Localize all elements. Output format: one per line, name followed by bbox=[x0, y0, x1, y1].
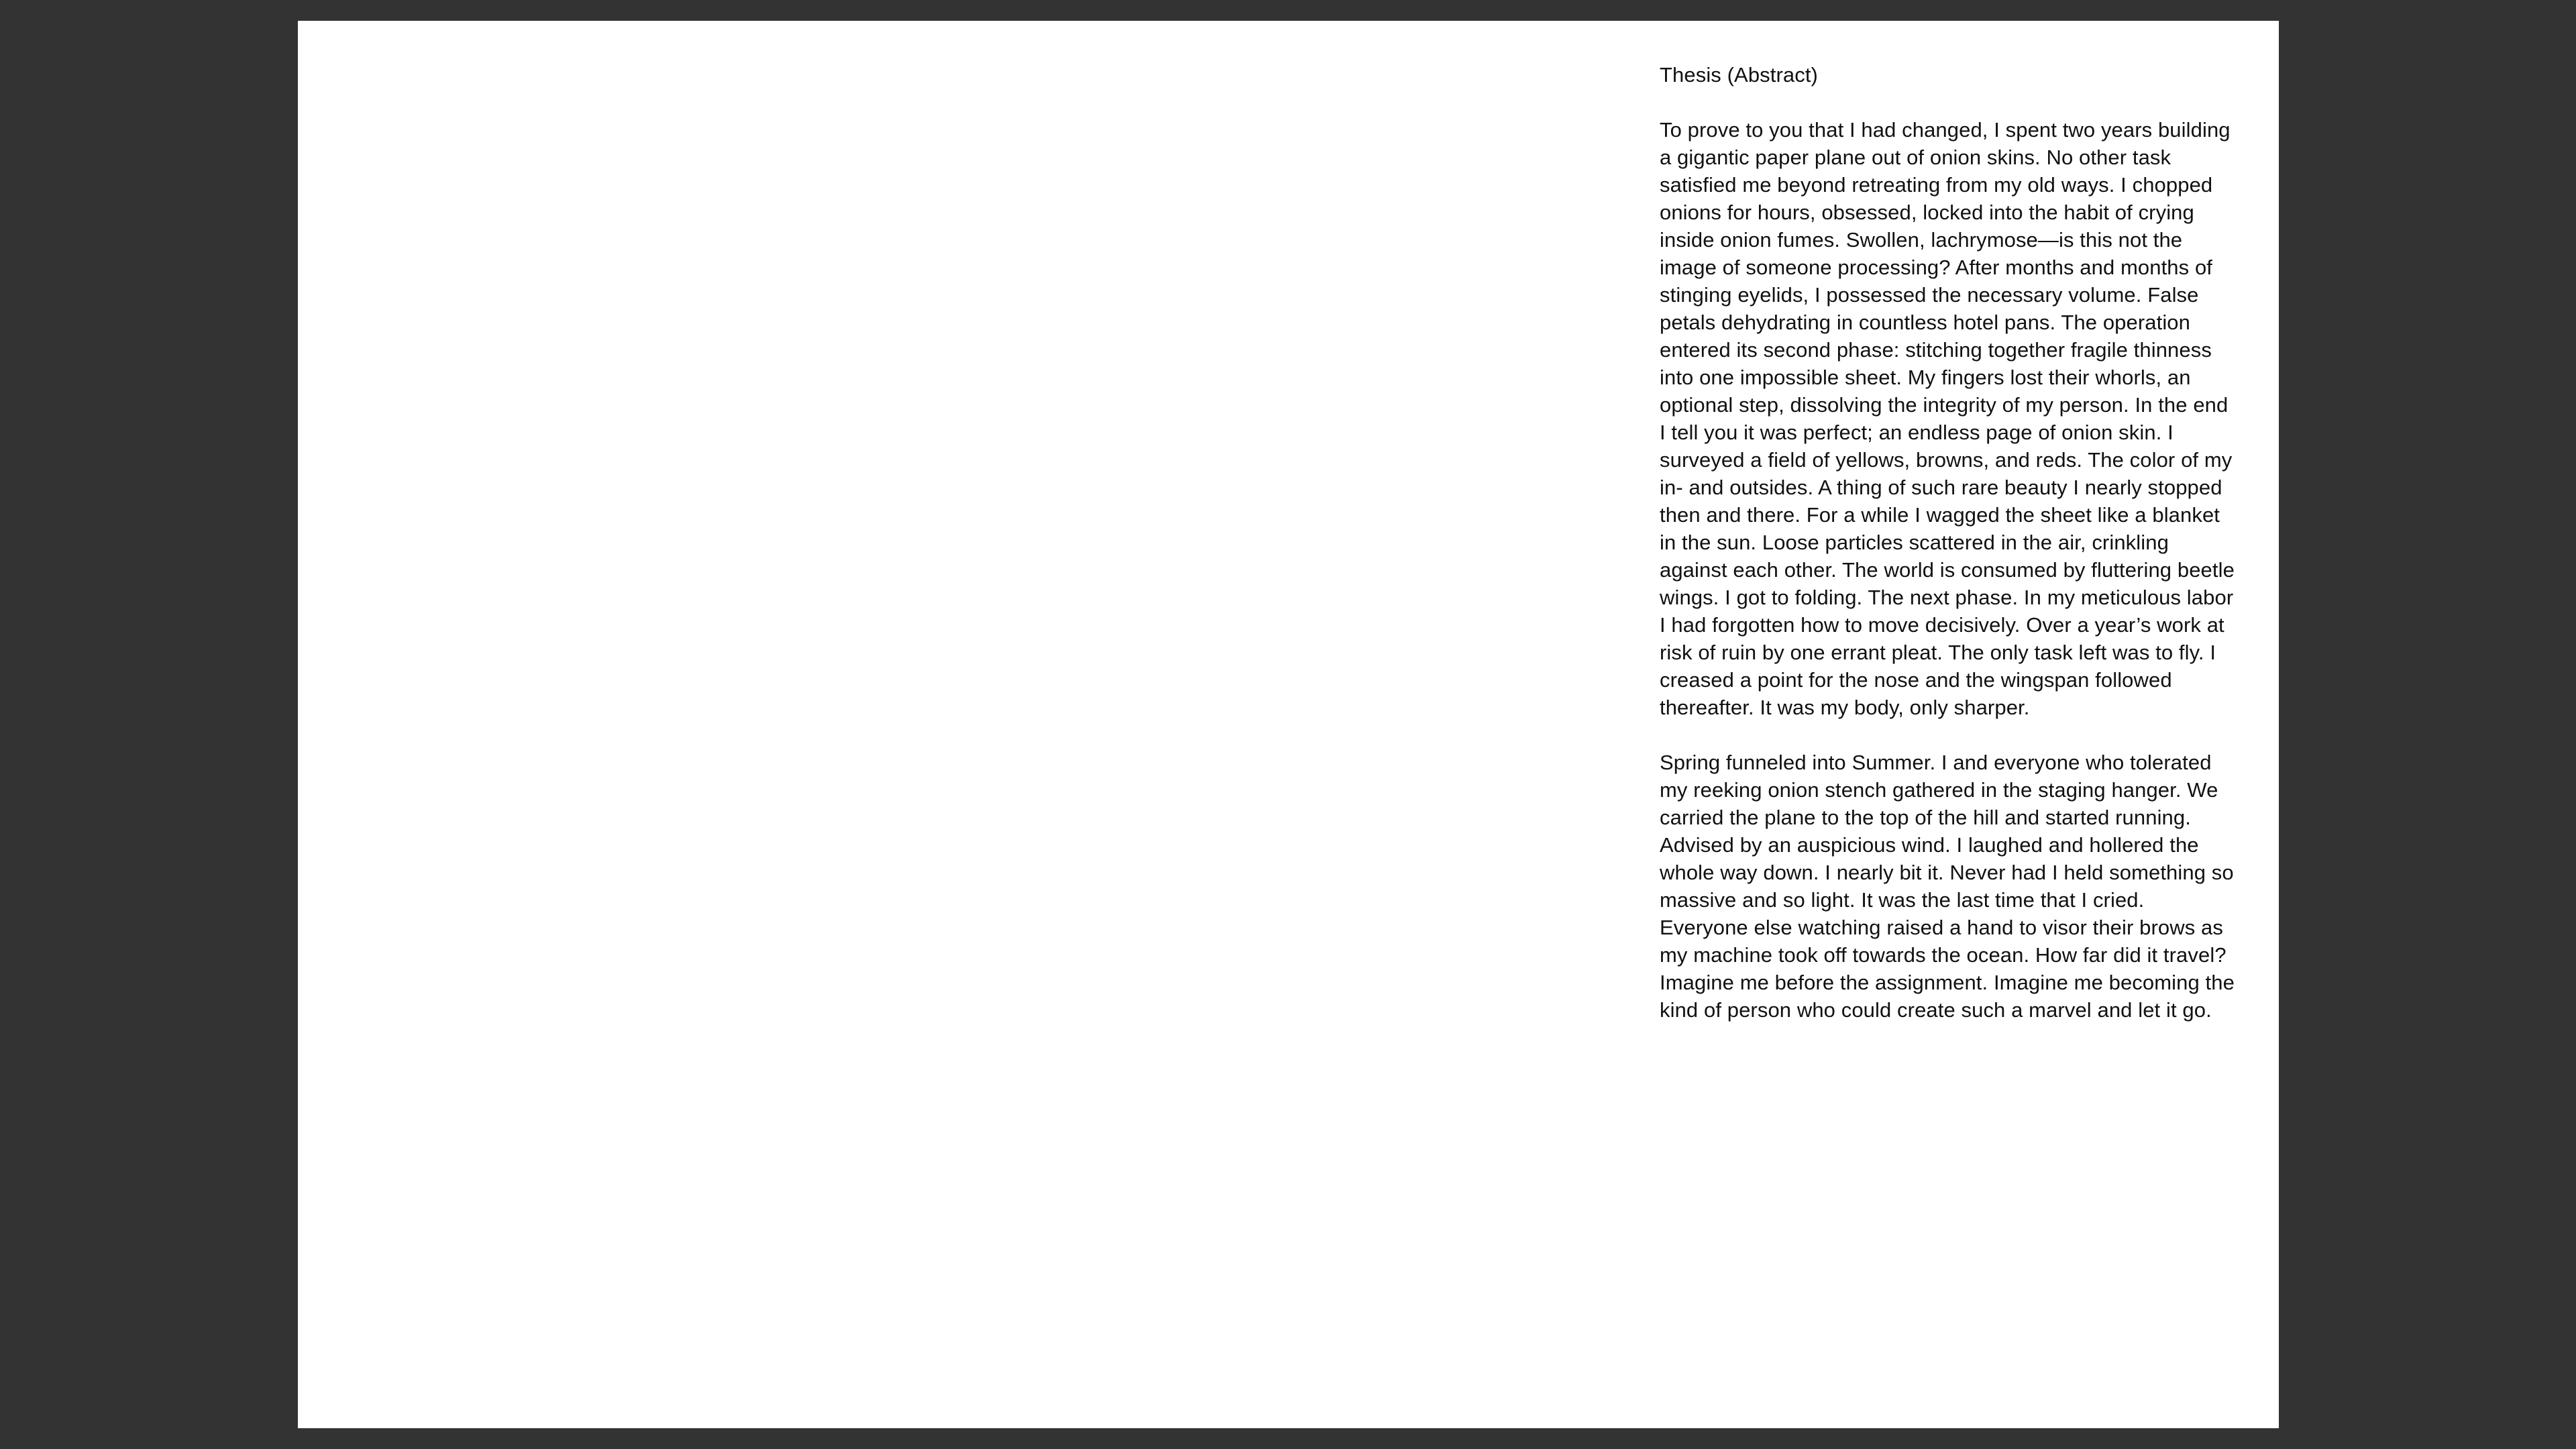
left-page bbox=[298, 21, 1288, 1428]
section-heading: Thesis (Abstract) bbox=[1660, 63, 1818, 87]
body-paragraph-2: Spring funneled into Summer. I and everyone who tolerated my reeking onion stench gathered in the staging hanger. We carried the plane to the top of the hill and started running. Advised by an auspicious wind. I laughed and hollered the whole way down. I nearly bit it. Never had I held something so massive and so light. It was the last time that I cried. Everyone else watching raised a hand to visor their brows as my machine took off towards the ocean. How far did it travel? Imagine me before the assignment. Imagine me becoming the kind of person who could create such a marvel and let it go. bbox=[1660, 751, 2235, 1022]
text-column bbox=[1660, 61, 2237, 1051]
page-spread bbox=[298, 21, 2279, 1428]
body-paragraph-1: To prove to you that I had changed, I spent two years building a gigantic paper plane out of onion skins. No other task satisfied me beyond retreating from my old ways. I chopped onions for hours, obsessed, locked into the habit of crying inside onion fumes. Swollen, lachrymose—is this not the image of someone processing? After months and months of stinging eyelids, I possessed the necessary volume. False petals dehydrating in countless hotel pans. The operation entered its second phase: stitching together fragile thinness into one impossible sheet. My fingers lost their whorls, an optional step, dissolving the integrity of my person. In the end I tell you it was perfect; an endless page of onion skin. I surveyed a field of yellows, browns, and reds. The color of my in- and outsides. A thing of such rare beauty I nearly stopped then and there. For a while I wagged the sheet like a blanket in the sun. Loose particles scattered in the air, crinkling against each other. The world is consumed by fluttering beetle wings. I got to folding. The next phase. In my meticulous labor I had forgotten how to move decisively. Over a year’s work at risk of ruin by one errant pleat. The only task left was to fly. I creased a point for the nose and the wingspan followed thereafter. It was my body, only sharper. bbox=[1660, 118, 2235, 719]
